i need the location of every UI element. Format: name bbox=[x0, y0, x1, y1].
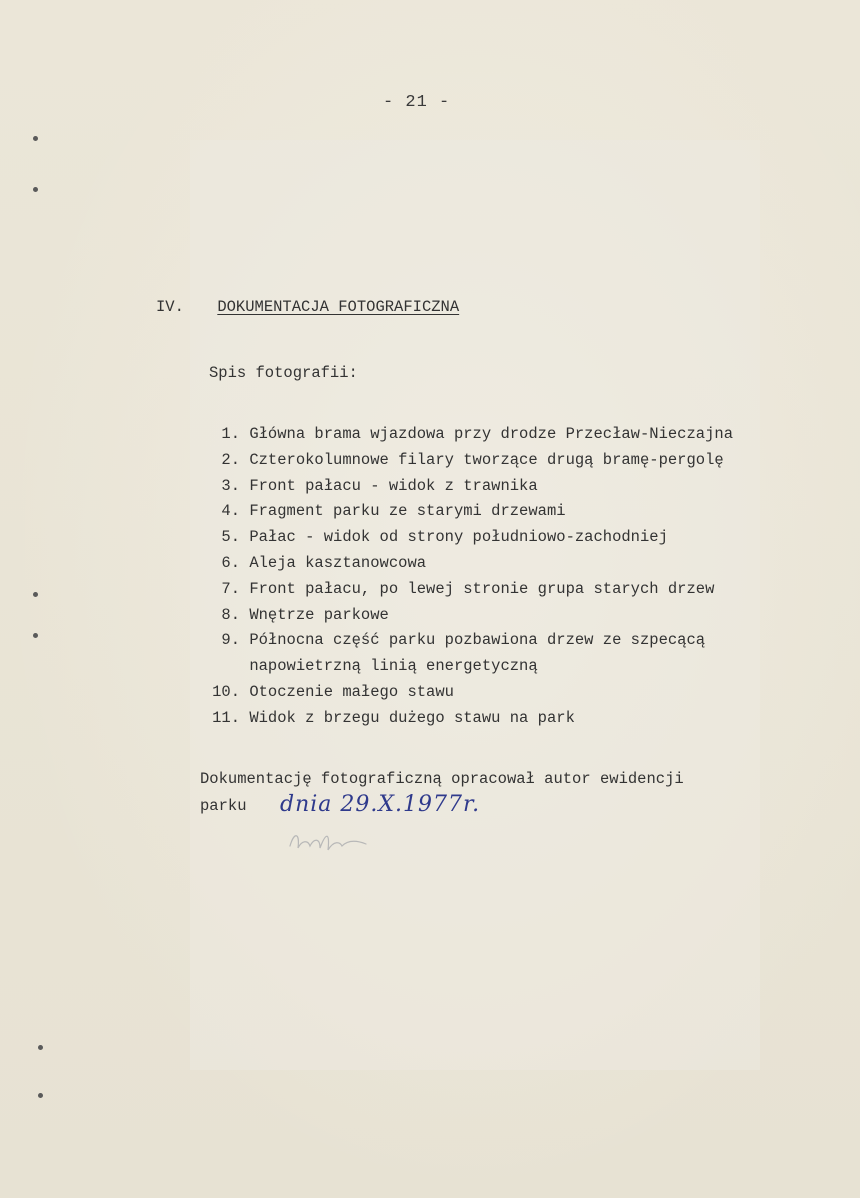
punch-hole-mark bbox=[33, 136, 38, 141]
list-item-text: Pałac - widok od strony południowo-zachodniej bbox=[240, 528, 668, 547]
list-item bbox=[196, 551, 733, 577]
section-number: IV. bbox=[156, 298, 184, 316]
photo-list-intro: Spis fotografii: bbox=[209, 364, 358, 382]
list-item-text: Aleja kasztanowcowa bbox=[240, 553, 427, 572]
list-item bbox=[196, 706, 733, 732]
punch-hole-mark bbox=[33, 633, 38, 638]
list-item-number: 2. bbox=[221, 450, 240, 469]
list-item-number: 7. bbox=[221, 579, 240, 598]
section-title: DOKUMENTACJA FOTOGRAFICZNA bbox=[217, 298, 460, 316]
list-item-text: Front pałacu, po lewej stronie grupa starych drzew bbox=[240, 579, 715, 598]
page-number: - 21 - bbox=[383, 93, 451, 112]
punch-hole-mark bbox=[33, 592, 38, 597]
faint-signature-icon bbox=[286, 826, 376, 856]
section-heading bbox=[156, 298, 459, 316]
list-item bbox=[196, 525, 733, 551]
list-item bbox=[196, 680, 733, 706]
list-item-text: napowietrzną linią energetyczną bbox=[240, 657, 538, 676]
list-item bbox=[196, 499, 733, 525]
list-item-text: Front pałacu - widok z trawnika bbox=[240, 476, 538, 495]
list-item bbox=[196, 603, 733, 629]
list-item-continuation bbox=[196, 654, 733, 680]
list-item-text: Widok z brzegu dużego stawu na park bbox=[240, 708, 575, 727]
punch-hole-mark bbox=[38, 1045, 43, 1050]
list-item-text: Czterokolumnowe filary tworzące drugą bramę-pergolę bbox=[240, 450, 724, 469]
list-item-number: 5. bbox=[221, 528, 240, 547]
list-item-text: Fragment parku ze starymi drzewami bbox=[240, 502, 566, 521]
list-item-number: 8. bbox=[221, 605, 240, 624]
list-item-number: 6. bbox=[221, 553, 240, 572]
punch-hole-mark bbox=[33, 187, 38, 192]
list-item bbox=[196, 474, 733, 500]
punch-hole-mark bbox=[38, 1093, 43, 1098]
photo-list bbox=[196, 422, 733, 732]
list-item-number: 1. bbox=[221, 425, 240, 443]
list-item bbox=[196, 577, 733, 603]
list-item-number: 9. bbox=[221, 631, 240, 650]
list-item-text: Wnętrze parkowe bbox=[240, 605, 389, 624]
list-item bbox=[196, 422, 733, 448]
author-note-line-1: Dokumentację fotograficzną opracował autor ewidencji bbox=[200, 770, 684, 788]
list-item-number: 10. bbox=[212, 682, 240, 701]
author-note-line-2: parku bbox=[200, 797, 247, 815]
list-item-text: Główna brama wjazdowa przy drodze Przecław-Nieczajna bbox=[240, 425, 733, 443]
list-item-text: Północna część parku pozbawiona drzew ze szpecącą bbox=[240, 631, 706, 650]
list-item-text: Otoczenie małego stawu bbox=[240, 682, 454, 701]
list-item bbox=[196, 628, 733, 654]
list-item bbox=[196, 448, 733, 474]
list-item-number: 11. bbox=[212, 708, 240, 727]
list-item-number: 3. bbox=[221, 476, 240, 495]
list-item-number bbox=[196, 654, 240, 680]
list-item-number: 4. bbox=[221, 502, 240, 521]
handwritten-date: dnia 29.X.1977r. bbox=[280, 792, 481, 817]
